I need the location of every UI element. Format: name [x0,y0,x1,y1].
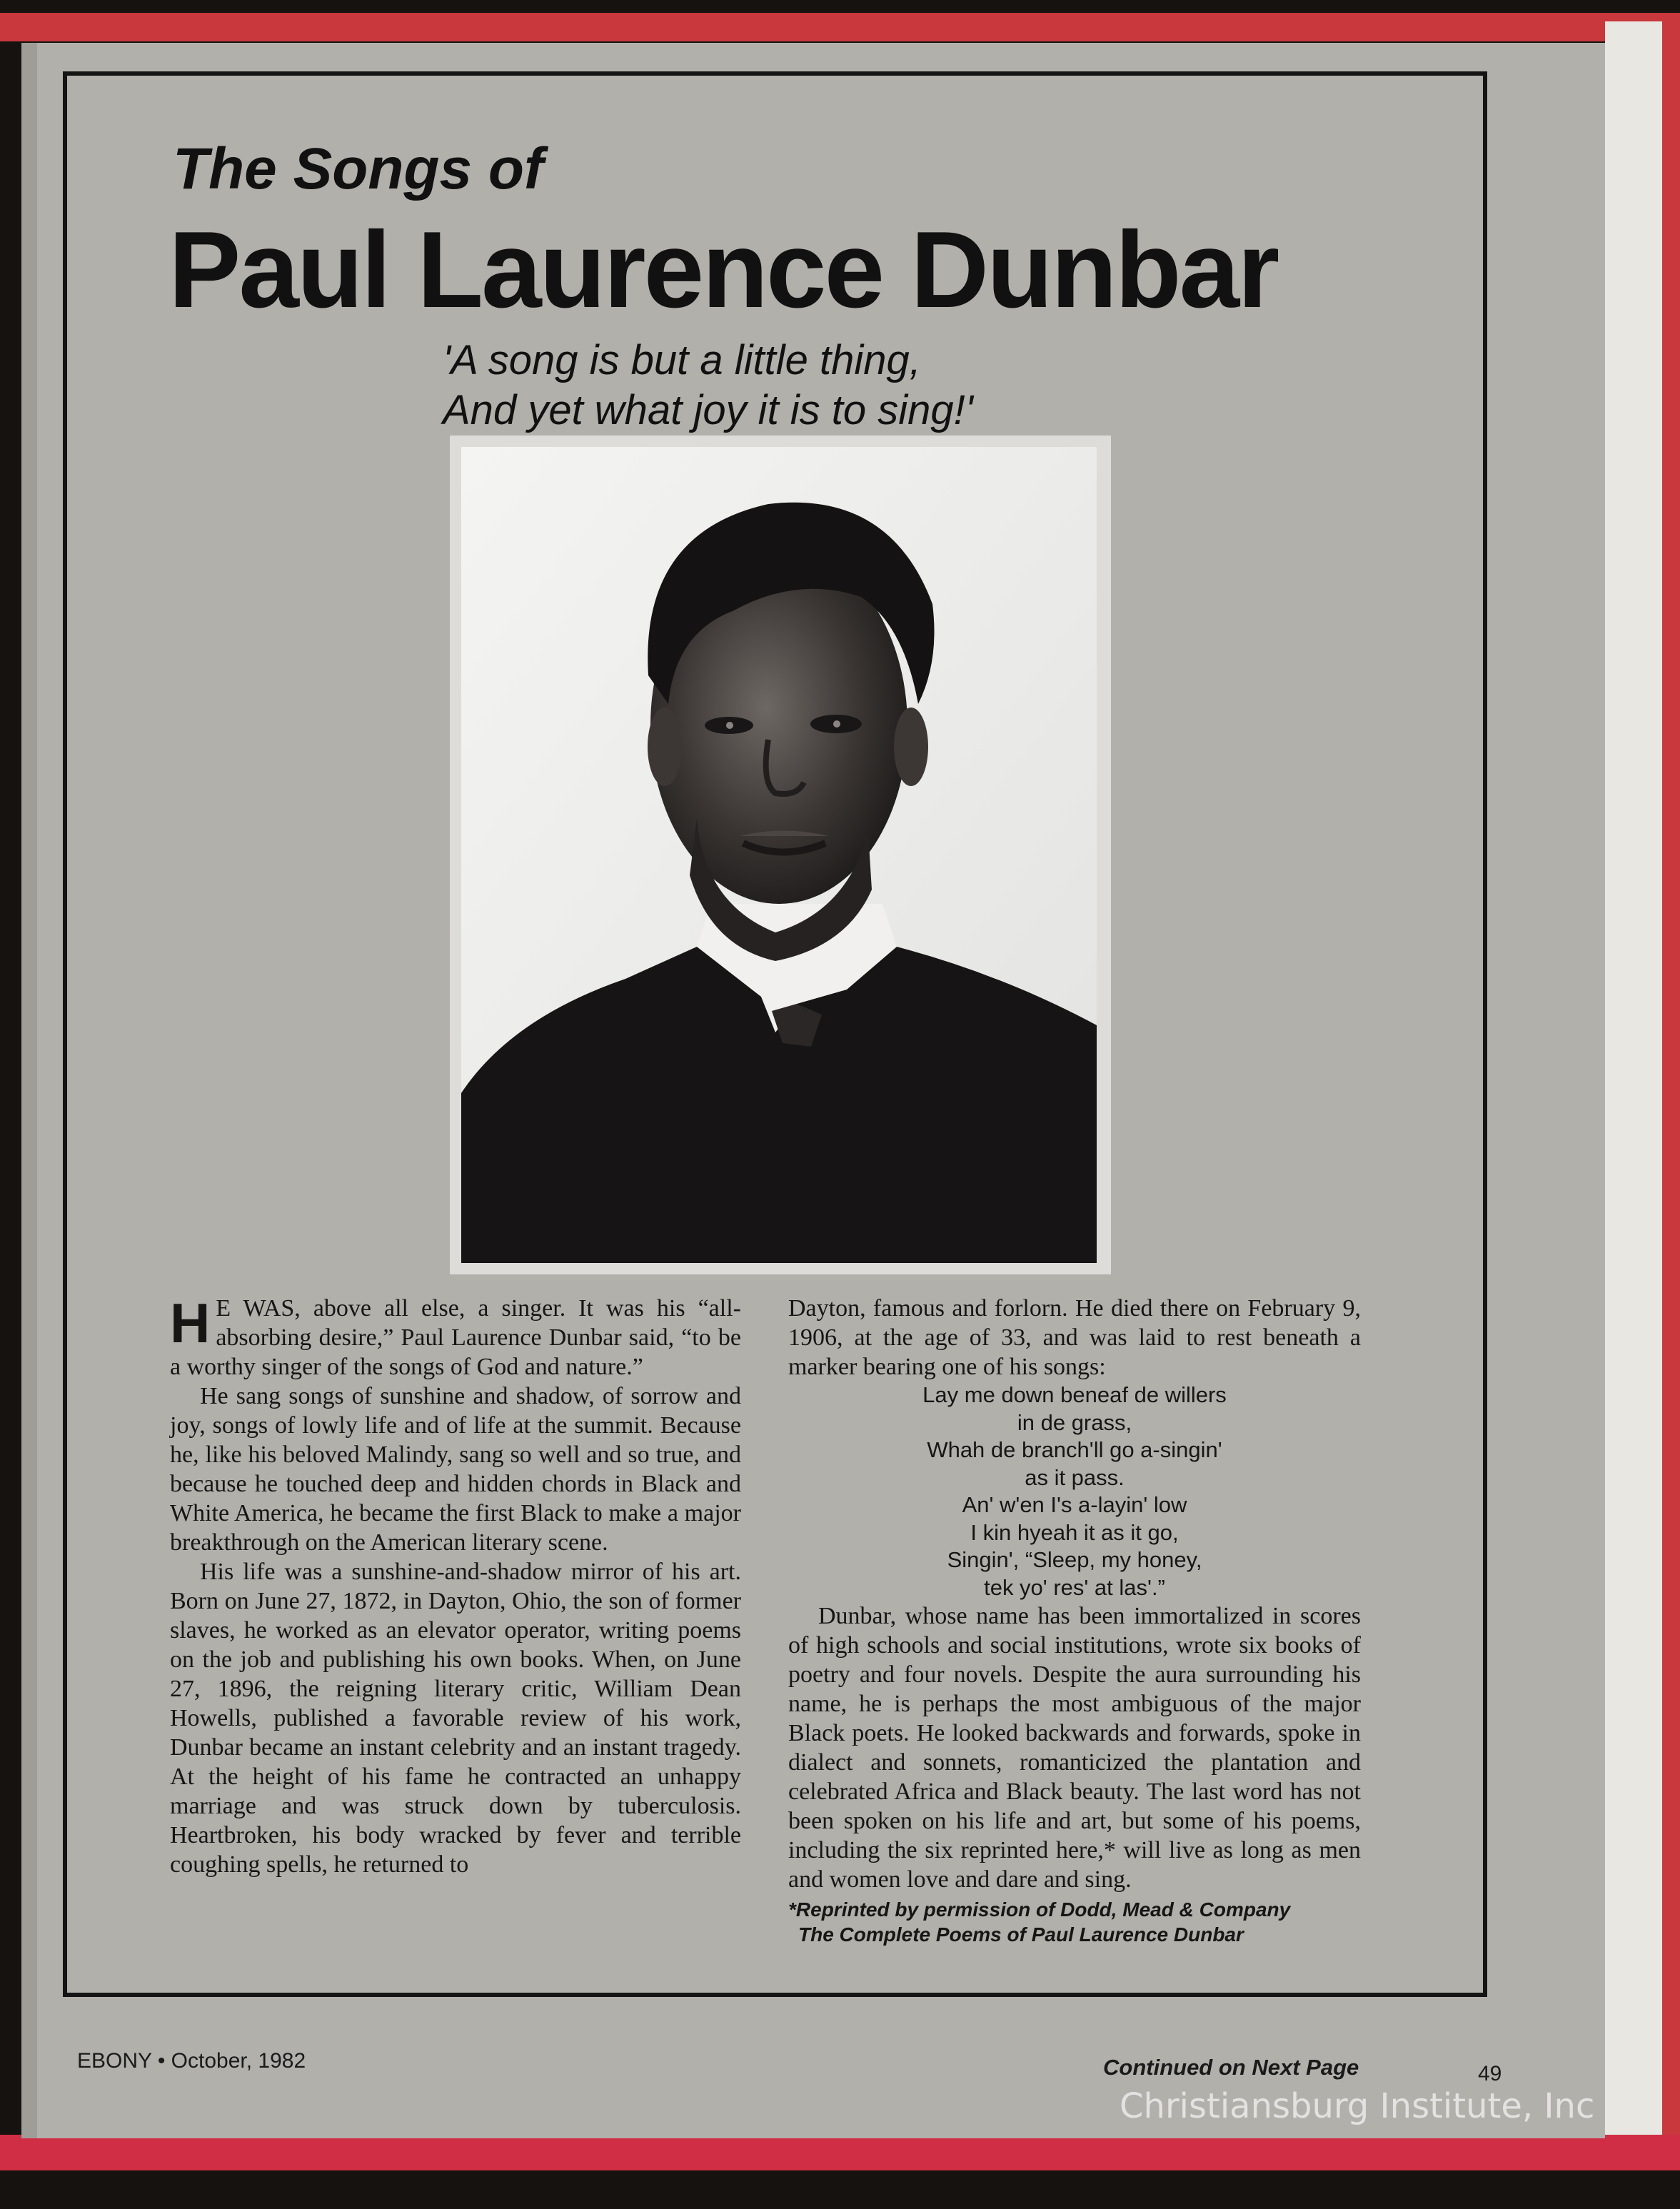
back-page-edge [1605,21,1662,2135]
pre-title: The Songs of [173,136,544,201]
article-column-right [788,1294,1361,1947]
poem-line: Singin', “Sleep, my honey, [947,1547,1202,1572]
page-number: 49 [1478,2062,1502,2085]
epigraph-line: And yet what joy it is to sing!' [443,387,973,433]
poem-line: Whah de branch'll go a-singin' [927,1437,1222,1462]
portrait-frame [450,436,1111,1274]
red-binder-top [0,13,1680,41]
paragraph: Dunbar, whose name has been immortalized in scores of high schools and social institutions, wrote six books of poetry and four novels. Despite the aura surrounding his name, he is perhaps the most ambiguous of the major Black poets. He looked backwards and forwards, spoke in dialect and sonnets, romanticized the plantation and celebrated Africa and Black beauty. The last word has not been spoken on his life and art, but some of his poems, including the six reprinted here,* will live as long as men and women love and dare and sing. [788,1603,1361,1893]
paragraph [170,1294,741,1382]
footer-publication: EBONY • October, 1982 [77,2049,306,2073]
drop-cap: H [170,1292,211,1354]
portrait-photo-icon [461,447,1097,1263]
poem-line: as it pass. [1025,1464,1125,1490]
red-binder-bottom [0,2135,1680,2170]
epigraph [443,336,973,436]
poem-line: An' w'en I's a-layin' low [962,1492,1187,1517]
paragraph: He sang songs of sunshine and shadow, of sorrow and joy, songs of lowly life and of life at the summit. Because he, like his beloved Malindy, sang so well and so true, and because he touched deep and hidden chords in Black and White America, he became the first Black to make a major breakthrough on the American literary scene. [170,1383,741,1556]
watermark: Christiansburg Institute, Inc [1120,2086,1595,2126]
page-gutter [21,43,37,2138]
poem-line: I kin hyeah it as it go, [970,1519,1179,1545]
note-line: *Reprinted by permission of Dodd, Mead & Company [788,1898,1291,1921]
paragraph: His life was a sunshine-and-shadow mirror of his art. Born on June 27, 1872, in Dayton, Ohio, the son of former slaves, he worked as an elevator operator, writing poems on the job and publishing his own books. When, on June 27, 1896, the reigning literary critic, William Dean Howells, published a favorable review of his work, Dunbar became an instant celebrity and an instant tragedy. At the height of his fame he contracted an unhappy marriage and was struck down by tuberculosis. Heartbroken, his body wracked by fever and terrible coughing spells, he returned to [170,1559,741,1878]
epitaph-poem [788,1382,1361,1601]
permission-note [788,1897,1361,1947]
epigraph-line: 'A song is but a little thing, [443,337,921,383]
poem-line: tek yo' res' at las'.” [984,1574,1165,1600]
poem-line: in de grass, [1017,1409,1132,1435]
continued-label: Continued on Next Page [1103,2055,1359,2080]
paragraph-text: E WAS, above all else, a singer. It was his “all-absorbing desire,” Paul Laurence Dunbar said, “to be a worthy singer of the songs of God and nature.” [170,1295,741,1380]
article-column-left [170,1294,741,1879]
poem-line: Lay me down beneaf de willers [922,1382,1227,1407]
paragraph: Dayton, famous and forlorn. He died there on February 9, 1906, at the age of 33, and was laid to rest beneath a marker bearing one of his songs: [788,1295,1361,1380]
note-line: The Complete Poems of Paul Laurence Dunbar [798,1923,1244,1946]
page-title: Paul Laurence Dunbar [168,209,1278,331]
